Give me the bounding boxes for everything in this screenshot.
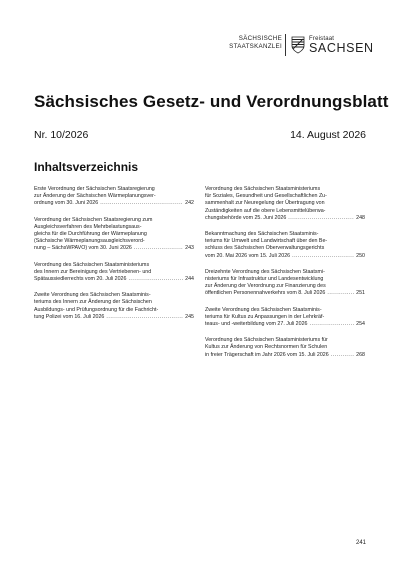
toc-entry-page: 244 xyxy=(185,276,194,283)
toc-entry xyxy=(34,262,194,284)
leader-dots xyxy=(134,245,183,252)
toc-entry xyxy=(34,217,194,253)
toc-entry-last-line: in freier Trägerschaft im Jahr 2026 vom 15. Juli 2026 xyxy=(205,351,329,358)
toc-entry xyxy=(205,186,365,222)
toc-entry-last-line: Spätaussiedlerrechts vom 20. Juli 2026 xyxy=(34,276,127,283)
page-title: Sächsisches Gesetz- und Verordnungsblatt xyxy=(34,92,389,111)
leader-dots xyxy=(288,215,354,222)
toc-entry-last-line: öffentlichen Personennahverkehrs vom 8. Juli 2026 xyxy=(205,290,326,297)
header-divider xyxy=(285,34,286,56)
toc-entry-last-line: nung – SächsWPAVO) vom 30. Juni 2026 xyxy=(34,245,132,252)
toc-entry xyxy=(205,231,365,260)
leader-dots xyxy=(292,253,354,260)
saxony-coat-of-arms-icon xyxy=(291,36,305,54)
toc-entry xyxy=(205,337,365,359)
toc-entry xyxy=(34,292,194,321)
toc-entry-text: Verordnung des Sächsischen Staatsministeriums für Soziales, Gesundheit und Gesellschaftlichen Zu- sammenhalt zur Neuregelung der Übertragung von Zuständigkeiten auf die obere Lebensmittelüberwa- xyxy=(205,186,327,214)
toc-entry-page: 254 xyxy=(356,321,365,328)
toc-entry-page: 251 xyxy=(356,290,365,297)
toc-entry-text: Dreizehnte Verordnung des Sächsischen Staatsmi- nisteriums für Infrastruktur und Landesentwicklung zur Änderung der Verordnung zur Finanzierung des xyxy=(205,268,326,290)
toc-entry-page: 243 xyxy=(185,245,194,252)
issue-number: Nr. 10/2026 xyxy=(34,129,89,141)
toc-entry-text: Zweite Verordnung des Sächsischen Staatsminis- teriums des Innern zur Änderung der Sächsischen Ausbildungs- und Prüfungsordnung für die Fachricht- xyxy=(34,292,159,313)
leader-dots xyxy=(327,290,354,297)
toc-column-left xyxy=(34,186,194,330)
toc-entry-text: Verordnung des Sächsischen Staatsministeriums des Innern zur Bereinigung des Vertriebenen- und xyxy=(34,261,152,275)
toc-entry-page: 242 xyxy=(185,200,194,207)
freistaat-sachsen-logo xyxy=(309,36,374,54)
toc-entry-page: 248 xyxy=(356,214,365,221)
leader-dots xyxy=(100,200,183,207)
toc-entry-text: Bekanntmachung des Sächsischen Staatsminis- teriums für Umwelt und Landwirtschaft über den Be- schluss des Sächsischen Oberverwaltungsgerichts xyxy=(205,231,328,252)
toc-entry-last-line: chungsbehörde vom 25. Juni 2026 xyxy=(205,214,287,221)
toc-entry-text: Zweite Verordnung des Sächsischen Staatsminis- teriums für Kultus zu Anpassungen in der Lehrkräf- xyxy=(205,306,325,320)
ministry-line-1: SÄCHSISCHE xyxy=(238,35,282,42)
issue-date: 14. August 2026 xyxy=(290,129,366,141)
ministry-line-2: STAATSKANZLEI xyxy=(229,43,282,50)
toc-entry-last-line: ordnung vom 30. Juni 2026 xyxy=(34,200,99,207)
toc-entry-page: 250 xyxy=(356,252,365,259)
toc-heading: Inhaltsverzeichnis xyxy=(34,160,139,174)
brand-big: SACHSEN xyxy=(309,41,374,55)
leader-dots xyxy=(128,276,183,283)
toc-column-right xyxy=(205,186,365,368)
toc-entry-last-line: tung Polizei vom 16. Juli 2026 xyxy=(34,313,105,320)
toc-entry-page: 268 xyxy=(356,351,365,358)
brand-small: Freistaat xyxy=(309,36,335,42)
toc-entry-text: Verordnung der Sächsischen Staatsregierung zum Ausgleichsverfahren des Mehrbelastungsaus- gleichs für die Durchführung der Wärmeplanung (Sächsische Wärmeplanungsausgleichsverord- xyxy=(34,216,153,245)
toc-entry xyxy=(205,269,365,298)
toc-entry-last-line: vom 20. Mai 2026 vom 15. Juli 2026 xyxy=(205,252,291,259)
page-number: 241 xyxy=(355,540,366,546)
leader-dots xyxy=(309,321,354,328)
staatskanzlei-logo-text xyxy=(229,35,282,51)
toc-entry xyxy=(205,307,365,329)
leader-dots xyxy=(106,314,183,321)
toc-entry-text: Verordnung des Sächsischen Staatsministeriums für Kultus zur Änderung von Rechtsnormen für Schulen xyxy=(205,337,328,351)
toc-entry-last-line: teaus- und -weiterbildung vom 27. Juli 2026 xyxy=(205,321,308,328)
toc-entry xyxy=(34,186,194,208)
toc-entry-text: Erste Verordnung der Sächsischen Staatsregierung zur Änderung der Sächsischen Wärmeplanungsver- xyxy=(34,186,156,200)
toc-entry-page: 245 xyxy=(185,313,194,320)
leader-dots xyxy=(331,352,355,359)
